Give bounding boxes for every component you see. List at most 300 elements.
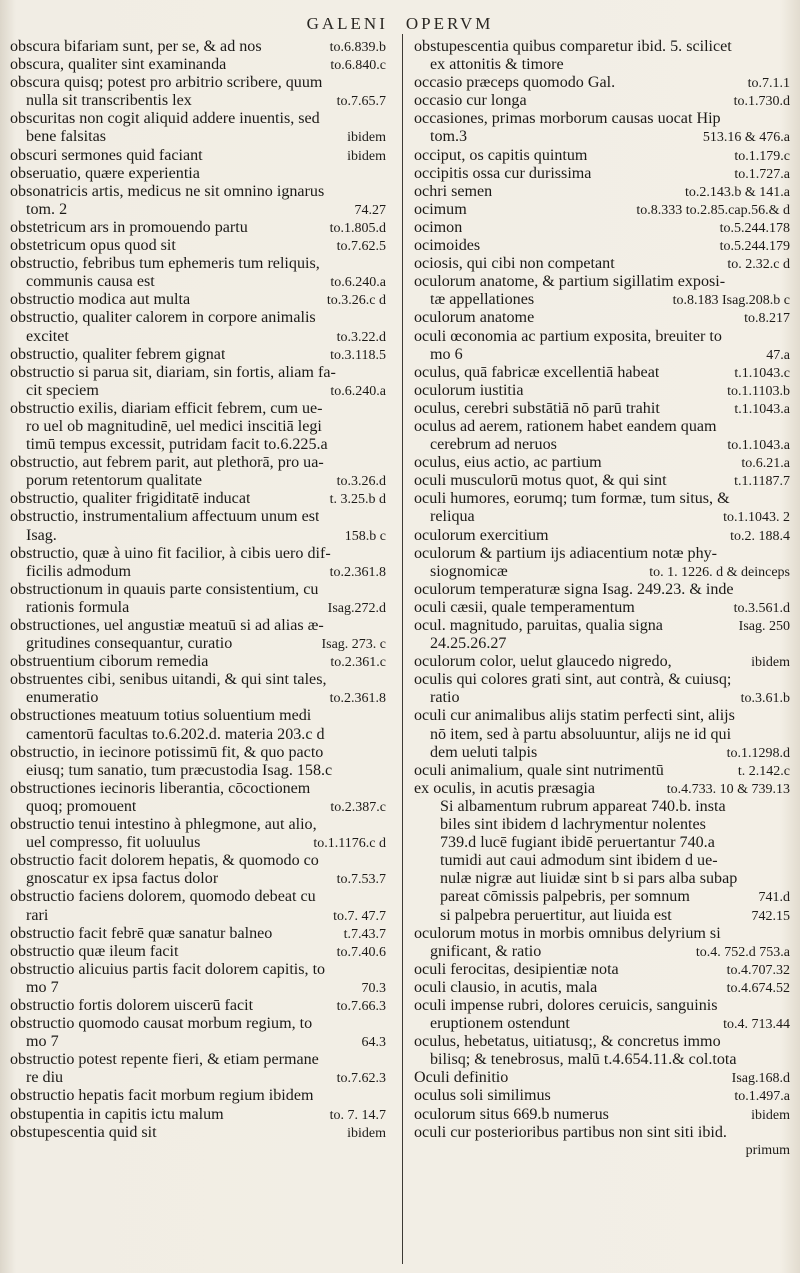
entry-text: obstructiones, uel angustiæ meatuū si ad alias æ-	[10, 617, 324, 634]
index-entry	[10, 726, 386, 744]
entry-reference: to.4. 713.44	[723, 1017, 790, 1033]
index-entry	[10, 147, 386, 165]
entry-text: oculorum anatome, & partium sigillatim exposi-	[414, 273, 726, 291]
index-entry	[10, 689, 386, 707]
entry-text: ochri semen	[414, 182, 493, 200]
index-entry	[10, 273, 386, 291]
entry-text: oculus, quā fabricæ excellentiā habeat	[414, 363, 660, 381]
index-entry	[414, 1033, 790, 1051]
entry-reference: t.1.1187.7	[734, 474, 790, 490]
index-entry	[414, 328, 790, 346]
column-divider	[402, 34, 403, 1264]
entry-text: occipitis ossa cur durissima	[414, 164, 592, 182]
entry-reference: Isag.272.d	[327, 600, 386, 616]
index-entry	[10, 744, 386, 762]
entry-text: siognomicæ	[430, 562, 508, 580]
index-entry	[414, 617, 790, 635]
entry-text: obscura, qualiter sint examinanda	[10, 56, 227, 74]
entry-text: obstupescentia quibus comparetur ibid. 5. scilicet	[414, 38, 732, 55]
index-entry	[10, 165, 386, 183]
entry-reference: t. 3.25.b d	[329, 492, 386, 508]
entry-text: eiusq; tum sanatio, tum præcustodia Isag. 158.c	[26, 761, 333, 779]
entry-reference: to.1.179.c	[734, 148, 790, 164]
entry-reference: to.6.240.a	[330, 383, 386, 399]
entry-text: oculorum & partium ijs adiacentium notæ phy-	[414, 544, 718, 562]
index-entry	[414, 237, 790, 255]
entry-text: cerebrum ad neruos	[430, 436, 557, 454]
entry-text: obstructio si parua sit, diariam, sin fortis, aliam fa-	[10, 363, 336, 381]
index-entry	[414, 599, 790, 617]
entry-reference: to.6.240.a	[330, 275, 386, 291]
entry-reference: to.8.183 Isag.208.b c	[672, 293, 790, 309]
index-entry	[414, 1069, 790, 1087]
index-entry	[10, 527, 386, 545]
entry-text: oculus ad aerem, rationem habet eandem quam	[414, 417, 717, 435]
entry-text: bilisq; & tenebrosus, malū t.4.654.11.& col.tota	[430, 1051, 737, 1069]
entry-reference: to.7. 47.7	[333, 908, 386, 924]
entry-reference: ibidem	[347, 130, 386, 146]
index-entry	[10, 997, 386, 1015]
entry-reference: to.7.62.3	[336, 1071, 386, 1087]
entry-text: bene falsitas	[26, 128, 106, 146]
index-entry	[414, 273, 790, 291]
entry-reference: to.1.497.a	[734, 1089, 790, 1105]
entry-text: uel compresso, fit uoluulus	[26, 834, 201, 852]
index-entry	[10, 907, 386, 925]
index-entry	[414, 527, 790, 545]
entry-reference: ibidem	[347, 148, 386, 164]
entry-reference: to.1.727.a	[734, 166, 790, 182]
entry-text: re diu	[26, 1069, 64, 1087]
index-entry	[414, 110, 790, 128]
entry-reference: to.6.839.b	[329, 40, 386, 55]
entry-text: obstupentia in capitis ictu malum	[10, 1105, 224, 1123]
entry-reference: to.6.21.a	[741, 456, 790, 472]
entry-text: obscuritas non cogit aliquid addere inuentis, sed	[10, 110, 320, 128]
entry-text: oculi ferocitas, desipientiæ nota	[414, 960, 619, 978]
entry-text: reliqua	[430, 508, 475, 526]
entry-text: Isag.	[26, 526, 57, 544]
index-entry	[10, 237, 386, 255]
entry-reference: t.7.43.7	[343, 926, 386, 942]
entry-text: communis causa est	[26, 273, 155, 291]
index-entry	[10, 581, 386, 599]
entry-text: pareat cōmissis palpebris, per somnum	[440, 888, 690, 906]
index-entry	[10, 400, 386, 418]
entry-reference: 74.27	[354, 202, 386, 218]
entry-text: occiput, os capitis quintum	[414, 146, 588, 164]
entry-text: oculi animalium, quale sint nutrimentū	[414, 761, 664, 779]
index-entry	[414, 1051, 790, 1069]
entry-text: obstructio, qualiter frigiditatē inducat	[10, 490, 251, 508]
entry-text: ex oculis, in acutis præsagia	[414, 779, 596, 797]
entry-text: mo 7	[26, 1033, 59, 1051]
index-entry	[10, 780, 386, 798]
index-entry	[414, 653, 790, 671]
index-entry	[10, 1033, 386, 1051]
index-entry	[10, 617, 386, 635]
entry-reference: to.4.733. 10 & 739.13	[666, 781, 790, 797]
right-index-column	[414, 38, 790, 1160]
index-entry	[10, 834, 386, 852]
index-entry	[10, 762, 386, 780]
entry-reference: to.3.26.d	[336, 474, 386, 490]
index-entry	[414, 147, 790, 165]
entry-text: mo 6	[430, 345, 463, 363]
entry-text: ocul. magnitudo, paruitas, qualia signa	[414, 617, 663, 634]
index-entry	[10, 92, 386, 110]
entry-text: tumidi aut caui admodum sint ibidem d ue-	[440, 852, 718, 870]
index-entry	[10, 1106, 386, 1124]
entry-text: ocimum	[414, 200, 467, 218]
index-entry	[10, 436, 386, 454]
entry-reference: to.3.118.5	[330, 347, 386, 363]
entry-text: occasio præceps quomodo Gal.	[414, 74, 616, 92]
entry-text: obstructio, qualiter febrem gignat	[10, 345, 226, 363]
index-entry	[414, 744, 790, 762]
index-entry	[414, 816, 790, 834]
entry-text: obstruentes cibi, senibus uitandi, & qui sint tales,	[10, 671, 327, 689]
entry-reference: to.1.1298.d	[726, 745, 790, 761]
entry-text: obstructio, qualiter calorem in corpore animalis	[10, 309, 316, 327]
index-entry	[414, 418, 790, 436]
index-entry	[10, 1015, 386, 1033]
entry-reference: to. 2.32.c d	[727, 257, 790, 273]
index-entry	[10, 545, 386, 563]
entry-text: obstructio hepatis facit morbum regium ibidem	[10, 1087, 314, 1105]
entry-text: oculus, eius actio, ac partium	[414, 454, 602, 472]
entry-reference: to.2.361.8	[329, 691, 386, 707]
entry-text: obstruentium ciborum remedia	[10, 653, 209, 671]
index-entry	[414, 1124, 790, 1142]
index-entry	[10, 201, 386, 219]
index-entry	[414, 581, 790, 599]
entry-text: obstructio facit febrē quæ sanatur balneo	[10, 924, 273, 942]
entry-text: obstructio alicuius partis facit dolorem capitis, to	[10, 960, 326, 978]
index-entry	[414, 707, 790, 725]
entry-reference: to. 1. 1226. d & deinceps	[649, 564, 790, 580]
index-entry	[10, 56, 386, 74]
entry-text: oculis qui colores grati sint, aut contrà, & cuiusq;	[414, 671, 732, 689]
entry-text: obstupescentia quid sit	[10, 1123, 157, 1141]
entry-text: oculorum temperaturæ signa Isag. 249.23. & inde	[414, 580, 734, 598]
index-entry	[414, 128, 790, 146]
entry-reference: 70.3	[361, 980, 386, 996]
index-entry	[10, 653, 386, 671]
entry-text: rari	[26, 906, 49, 924]
index-entry	[10, 74, 386, 92]
entry-text: oculorum color, uelut glaucedo nigredo,	[414, 653, 672, 671]
entry-reference: to.2.361.8	[329, 564, 386, 580]
entry-text: oculus soli similimus	[414, 1087, 551, 1105]
index-entry	[10, 979, 386, 997]
index-entry	[414, 1015, 790, 1033]
index-entry	[414, 545, 790, 563]
index-entry	[10, 925, 386, 943]
index-entry	[10, 961, 386, 979]
index-entry	[10, 943, 386, 961]
entry-text: oculus, hebetatus, uitiatusq;, & concretus immo	[414, 1033, 721, 1051]
entry-text: ocimon	[414, 218, 463, 236]
index-entry	[10, 418, 386, 436]
entry-text: rationis formula	[26, 598, 130, 616]
entry-text: obstructio, aut febrem parit, aut plethorā, pro ua-	[10, 454, 324, 472]
entry-text: nulla sit transcribentis lex	[26, 92, 192, 110]
entry-text: ficilis admodum	[26, 562, 132, 580]
entry-reference: ibidem	[347, 1125, 386, 1141]
entry-text: obstructio fortis dolorem uiscerū facit	[10, 996, 254, 1014]
entry-reference: to.7.40.6	[336, 944, 386, 960]
index-entry	[10, 346, 386, 364]
index-entry	[10, 798, 386, 816]
entry-text: ociosis, qui cibi non competant	[414, 255, 615, 273]
entry-reference: to.5.244.178	[719, 220, 790, 236]
entry-text: obstructio, in iecinore potissimū fit, & quo pacto	[10, 743, 324, 761]
entry-text: ex attonitis & timore	[430, 56, 564, 74]
index-entry	[10, 328, 386, 346]
index-entry	[414, 780, 790, 798]
entry-text: obstructio tenui intestino à phlegmone, aut alio,	[10, 816, 317, 834]
index-entry	[414, 726, 790, 744]
entry-text: si palpebra peruertitur, aut liuida est	[440, 906, 672, 924]
entry-reference: 47.a	[766, 347, 790, 363]
index-entry	[414, 888, 790, 906]
entry-text: oculi humores, eorumq; tum formæ, tum situs, &	[414, 490, 730, 508]
index-entry	[414, 346, 790, 364]
index-entry	[414, 689, 790, 707]
index-entry	[414, 400, 790, 418]
index-entry	[414, 56, 790, 74]
index-entry	[10, 852, 386, 870]
index-entry	[414, 671, 790, 689]
entry-reference: to.3.561.d	[733, 600, 790, 616]
entry-text: quoq; promouent	[26, 797, 137, 815]
entry-reference: to.1.1043. 2	[723, 510, 790, 526]
entry-text: cit speciem	[26, 381, 99, 399]
entry-text: obseruatio, quære experientia	[10, 164, 200, 182]
entry-text: occasio cur longa	[414, 92, 527, 110]
index-entry	[414, 309, 790, 327]
index-entry	[414, 508, 790, 526]
entry-text: oculi cæsii, quale temperamentum	[414, 598, 635, 616]
entry-text: tom.3	[430, 128, 468, 146]
entry-text: oculorum iustitia	[414, 381, 524, 399]
index-entry	[414, 979, 790, 997]
index-entry	[414, 1142, 790, 1160]
index-entry	[10, 472, 386, 490]
entry-text: obscura bifariam sunt, per se, & ad nos	[10, 38, 262, 55]
index-entry	[10, 110, 386, 128]
entry-text: obscuri sermones quid faciant	[10, 146, 203, 164]
index-entry	[414, 92, 790, 110]
entry-reference: to.7.62.5	[336, 239, 386, 255]
entry-reference: Isag. 250	[738, 619, 790, 634]
entry-text: Oculi definitio	[414, 1069, 509, 1087]
entry-reference: Isag. 273. c	[321, 637, 386, 653]
index-entry	[414, 870, 790, 888]
entry-text: gnificant, & ratio	[430, 942, 542, 960]
index-entry	[414, 454, 790, 472]
index-entry	[10, 255, 386, 273]
index-entry	[10, 309, 386, 327]
index-entry	[414, 1087, 790, 1105]
index-entry	[414, 925, 790, 943]
index-entry	[414, 472, 790, 490]
left-index-column	[10, 38, 386, 1142]
index-entry	[10, 599, 386, 617]
entry-reference: t.1.1043.a	[734, 401, 790, 417]
index-entry	[10, 382, 386, 400]
entry-text: oculorum anatome	[414, 309, 535, 327]
running-head-left: GALENI	[306, 14, 388, 33]
index-entry	[414, 563, 790, 581]
running-head-right: OPERVM	[405, 14, 494, 33]
entry-text: obstructio, instrumentalium affectuum unum est	[10, 508, 320, 526]
entry-text: biles sint ibidem d lachrymentur nolentes	[440, 816, 706, 834]
entry-reference: to.2.143.b & 141.a	[685, 184, 790, 200]
entry-text: obstructio quomodo causat morbum regium, to	[10, 1015, 313, 1033]
entry-reference: to.1.730.d	[733, 94, 790, 110]
entry-reference: to.1.1043.a	[727, 438, 790, 454]
index-entry	[414, 255, 790, 273]
index-entry	[10, 490, 386, 508]
entry-text: tom. 2	[26, 200, 68, 218]
index-entry	[10, 707, 386, 725]
entry-reference: to.2.387.c	[330, 799, 386, 815]
index-entry	[10, 870, 386, 888]
index-entry	[10, 1069, 386, 1087]
entry-reference: to.4. 752.d 753.a	[695, 944, 790, 960]
entry-reference: to.8.217	[744, 311, 790, 327]
entry-reference: primum	[745, 1142, 790, 1158]
index-entry	[10, 635, 386, 653]
entry-reference: ibidem	[751, 655, 790, 671]
index-entry	[414, 635, 790, 653]
entry-text: tæ appellationes	[430, 291, 535, 309]
entry-text: obstetricum ars in promouendo partu	[10, 218, 248, 236]
index-entry	[10, 219, 386, 237]
entry-reference: 64.3	[361, 1035, 386, 1051]
entry-reference: to.2. 188.4	[730, 528, 790, 544]
entry-text: obstructio quæ ileum facit	[10, 942, 179, 960]
entry-text: obstructio, quæ à uino fit facilior, à cibis uero dif-	[10, 544, 331, 562]
index-entry	[414, 961, 790, 979]
index-entry	[414, 219, 790, 237]
index-entry	[10, 291, 386, 309]
entry-reference: to.3.22.d	[336, 329, 386, 345]
entry-reference: t.1.1043.c	[734, 365, 790, 381]
index-entry	[414, 490, 790, 508]
index-entry	[10, 888, 386, 906]
entry-text: gnoscatur ex ipsa factus dolor	[26, 870, 219, 888]
entry-text: obsonatricis artis, medicus ne sit omnino ignarus	[10, 182, 325, 200]
index-entry	[10, 454, 386, 472]
entry-text: ro uel ob magnitudinē, uel medici inscitiā legi	[26, 417, 322, 435]
entry-text: oculi œconomia ac partium exposita, breuiter to	[414, 327, 722, 345]
entry-reference: to.4.707.32	[726, 962, 790, 978]
entry-text: oculorum motus in morbis omnibus delyrium si	[414, 924, 721, 942]
index-entry	[10, 38, 386, 56]
entry-reference: to.4.674.52	[726, 980, 790, 996]
index-entry	[414, 38, 790, 56]
entry-reference: to.1.1103.b	[727, 383, 790, 399]
entry-text: obstructio modica aut multa	[10, 291, 191, 309]
entry-text: obstructio faciens dolorem, quomodo debeat cu	[10, 888, 316, 906]
entry-text: obstructiones meatuum totius soluentium medi	[10, 707, 312, 725]
index-entry	[414, 762, 790, 780]
index-entry	[10, 816, 386, 834]
index-entry	[414, 291, 790, 309]
index-entry	[414, 997, 790, 1015]
entry-reference: 742.15	[751, 908, 790, 924]
entry-text: obstructio, febribus tum ephemeris tum reliquis,	[10, 255, 320, 273]
index-entry	[414, 165, 790, 183]
entry-reference: Isag.168.d	[731, 1071, 790, 1087]
index-entry	[10, 128, 386, 146]
entry-text: obstetricum opus quod sit	[10, 237, 176, 255]
entry-text: oculi cur animalibus alijs statim perfecti sint, alijs	[414, 707, 735, 725]
entry-reference: to.2.361.c	[330, 655, 386, 671]
entry-reference: to.6.840.c	[330, 58, 386, 74]
entry-reference: to.8.333 to.2.85.cap.56.& d	[636, 202, 790, 218]
entry-text: 24.25.26.27	[430, 635, 507, 653]
entry-text: porum retentorum qualitate	[26, 472, 203, 490]
entry-text: oculi clausio, in acutis, mala	[414, 978, 598, 996]
entry-reference: ibidem	[751, 1107, 790, 1123]
index-entry	[10, 563, 386, 581]
index-entry	[10, 508, 386, 526]
entry-text: obstructionum in quauis parte consistentium, cu	[10, 580, 319, 598]
entry-reference: 158.b c	[344, 528, 386, 544]
running-head	[0, 14, 800, 34]
index-entry	[10, 1124, 386, 1142]
entry-text: ocimoides	[414, 237, 481, 255]
entry-text: eruptionem ostendunt	[430, 1015, 570, 1033]
entry-text: dem ueluti talpis	[430, 743, 538, 761]
entry-reference: t. 2.142.c	[737, 763, 790, 779]
entry-text: gritudines consequantur, curatio	[26, 635, 233, 653]
index-entry	[10, 671, 386, 689]
entry-reference: to.7.66.3	[336, 998, 386, 1014]
entry-text: camentorū facultas to.6.202.d. materia 203.c d	[26, 725, 325, 743]
index-entry	[10, 1087, 386, 1105]
entry-reference: to.3.61.b	[740, 691, 790, 707]
entry-text: nulæ nigræ aut liuidæ sint b si pars alba subap	[440, 870, 738, 888]
entry-text: oculi cur posterioribus partibus non sint siti ibid.	[414, 1123, 727, 1141]
entry-reference: to.3.26.c d	[326, 293, 386, 309]
index-entry	[414, 382, 790, 400]
index-entry	[414, 943, 790, 961]
index-entry	[414, 183, 790, 201]
index-entry	[414, 201, 790, 219]
entry-text: excitet	[26, 327, 69, 345]
entry-text: obstructiones iecinoris liberantia, cōcoctionem	[10, 779, 311, 797]
entry-reference: to.1.1176.c d	[313, 836, 386, 852]
entry-text: occasiones, primas morborum causas uocat Hip	[414, 110, 721, 128]
entry-text: 739.d lucē fugiant ibidē peruertantur 740.a	[440, 834, 715, 852]
entry-text: oculus, cerebri substātiā nō parū trahit	[414, 399, 660, 417]
entry-reference: to. 7. 14.7	[329, 1107, 386, 1123]
entry-text: oculi impense rubri, dolores ceruicis, sanguinis	[414, 996, 718, 1014]
entry-reference: 741.d	[758, 890, 790, 906]
entry-text: oculorum situs 669.b numerus	[414, 1105, 609, 1123]
index-entry	[414, 436, 790, 454]
entry-text: nō item, sed à partu absoluuntur, alijs ne id qui	[430, 725, 732, 743]
index-entry	[414, 1106, 790, 1124]
index-entry	[10, 364, 386, 382]
index-entry	[414, 852, 790, 870]
entry-reference: to.7.53.7	[336, 872, 386, 888]
